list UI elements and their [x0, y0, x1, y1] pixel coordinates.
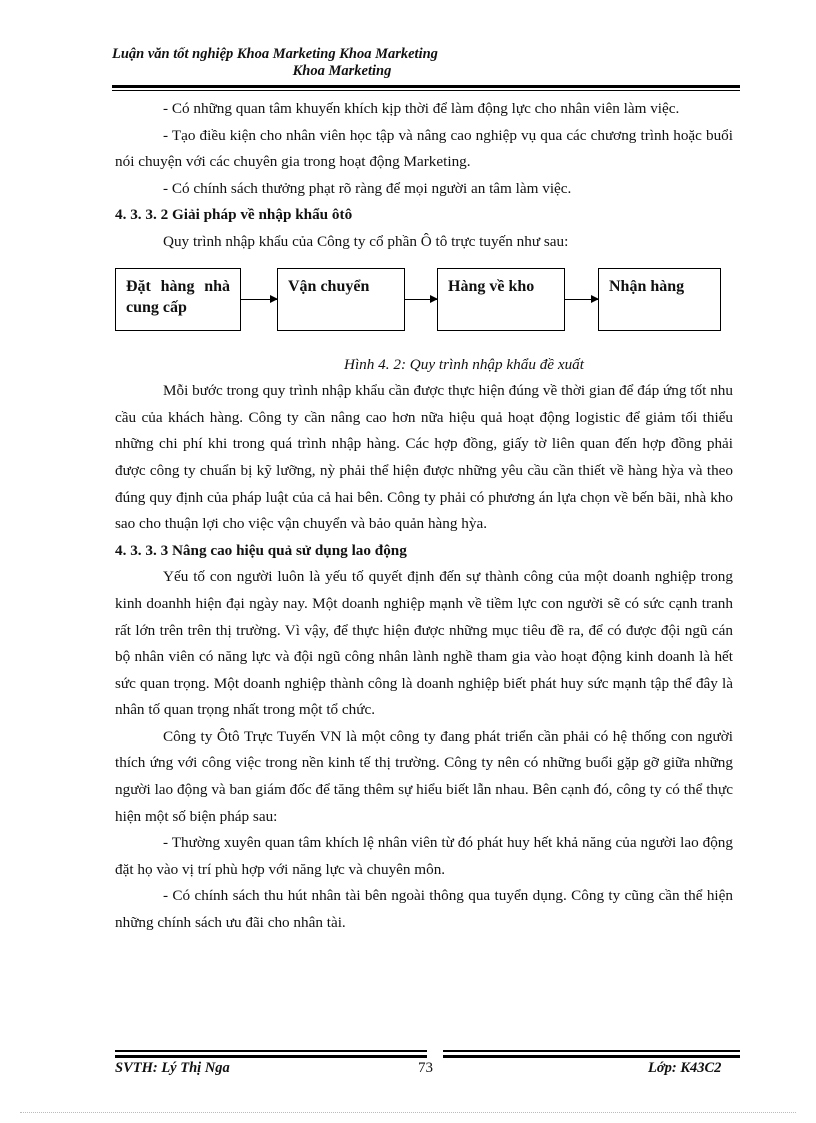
flow-step-receive: Nhận hàng	[598, 268, 721, 331]
figure-caption: Hình 4. 2: Quy trình nhập khẩu đề xuất	[343, 355, 584, 373]
paragraph: Công ty Ôtô Trực Tuyến VN là một công ty đang phát triển cần phải có hệ thống con người thích ứng với công việc trong nền kinh tế thị trường. Công ty nên có những buổi gặp gỡ giữa những người lao động và ban giám đốc để tăng thêm sự hiểu biết lẫn nhau. Bên cạnh đó, công ty có thể thực hiện một số biện pháp sau:	[115, 727, 733, 825]
import-process-diagram	[115, 256, 733, 348]
page-header	[112, 46, 742, 80]
footer-rule-left-thick	[115, 1055, 427, 1058]
arrow-right-icon	[405, 299, 437, 300]
document-body	[115, 96, 733, 937]
section-heading: 4. 3. 3. 3 Nâng cao hiệu quả sử dụng lao động	[115, 541, 407, 559]
paragraph: - Tạo điều kiện cho nhân viên học tập và nâng cao nghiệp vụ qua các chương trình hoặc buổi nói chuyện với các chuyên gia trong hoạt động Marketing.	[115, 126, 733, 171]
paragraph: Yếu tố con người luôn là yếu tố quyết định đến sự thành công của một doanh nghiệp trong kinh doanhh hiện đại ngày nay. Một doanh nghiệp mạnh về tiềm lực con người sẽ có sức cạnh tranh rất lớn trên trên thị trường. Vì vậy, để thực hiện được những mục tiêu đề ra, để có được đội ngũ cán bộ nhân viên có năng lực và đội ngũ công nhân lành nghề tham gia vào hoạt động kinh doanh là hết sức quan trọng. Một doanh nghiệp thành công là doanh nghiệp biết phát huy sức mạnh tập thể đây là nhân tố quan trọng nhất trong một tổ chức.	[115, 568, 733, 719]
section-heading: 4. 3. 3. 2 Giải pháp về nhập khẩu ôtô	[115, 206, 353, 224]
arrow-right-icon	[565, 299, 598, 300]
footer-rule-right-thick	[443, 1055, 740, 1058]
paragraph: - Có những quan tâm khuyến khích kịp thời để làm động lực cho nhân viên làm việc.	[163, 100, 680, 117]
footer-rule-left	[115, 1050, 427, 1052]
footer-student: SVTH: Lý Thị Nga	[115, 1060, 230, 1076]
footer-class: Lớp: K43C2	[648, 1060, 722, 1076]
flow-step-order: Đặt hàng nhà cung cấp	[115, 268, 241, 331]
paragraph: Mỗi bước trong quy trình nhập khẩu cần được thực hiện đúng về thời gian để đáp ứng tốt nhu cầu của khách hàng. Công ty cần nâng cao hơn nữa hiệu quả hoạt động logistic để giảm tối thiểu những chi phí khi trong quá trình nhập hàng. Các hợp đồng, giấy tờ liên quan đến hợp đồng phải được công ty chuẩn bị kỹ lưỡng, nỳ phải thể hiện được những yêu cầu cần thiết về hàng hỳa và theo đúng quy định của pháp luật của cả hai bên. Công ty phải có phương án lựa chọn về bến bãi, nhà kho sao cho thuận lợi cho việc vận chuyển và bảo quản hàng hỳa.	[115, 382, 733, 533]
arrow-right-icon	[241, 299, 277, 300]
paragraph: Quy trình nhập khẩu của Công ty cổ phần Ô tô trực tuyến như sau:	[163, 232, 569, 250]
paragraph: - Có chính sách thu hút nhân tài bên ngoài thông qua tuyển dụng. Công ty cũng cần thể hiện những chính sách ưu đãi cho nhân tài.	[115, 887, 733, 932]
paragraph: - Có chính sách thưởng phạt rõ ràng để mọi người an tâm làm việc.	[163, 179, 572, 197]
page-edge-divider	[20, 1112, 796, 1113]
header-rule	[112, 85, 740, 88]
footer-rule-right	[443, 1050, 740, 1052]
flow-step-warehouse: Hàng về kho	[437, 268, 565, 331]
paragraph: - Thường xuyên quan tâm khích lệ nhân viên từ đó phát huy hết khả năng của người lao động đặt họ vào vị trí phù hợp với năng lực và chuyên môn.	[115, 834, 733, 878]
header-rule-thin	[112, 90, 740, 91]
page-number: 73	[418, 1060, 433, 1076]
flow-step-transport: Vận chuyển	[277, 268, 405, 331]
header-title: Luận văn tốt nghiệp Khoa Marketing Khoa Marketing	[112, 46, 438, 62]
header-subtitle: Khoa Marketing	[292, 63, 392, 79]
